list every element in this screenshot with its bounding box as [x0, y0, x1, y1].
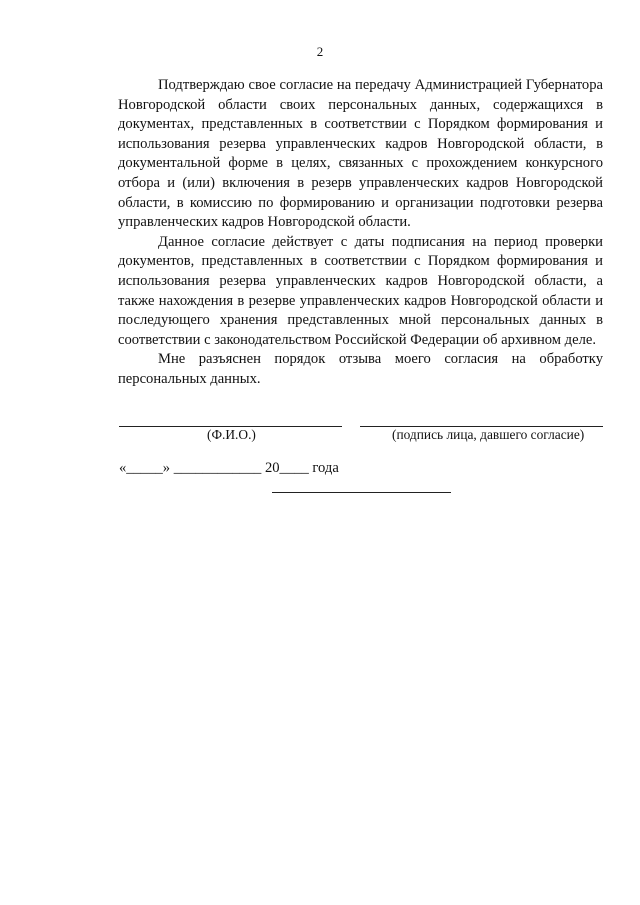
date-suffix: года: [312, 460, 339, 476]
signature-underline: [272, 492, 451, 493]
date-line: [119, 459, 339, 477]
date-month-blank: ____________: [173, 460, 262, 476]
fio-caption: (Ф.И.О.): [207, 427, 256, 442]
signature-caption: (подпись лица, давшего согласие): [392, 427, 585, 442]
consent-paragraph-revocation: Мне разъяснен порядок отзыва моего согласия на обработку персональных данных.: [118, 351, 603, 387]
date-day-blank: «_____»: [119, 460, 171, 476]
page-number: 2: [316, 44, 324, 59]
consent-paragraph-validity: Данное согласие действует с даты подписания на период проверки документов, представленных в соответствии с Порядком формирования и использования резерва управленческих кадров Новгородской области, а также нахождения в резерве управленческих кадров Новгородской области и последующего хранения представленных мной персональных данных в соответствии с законодательством Российской Федерации об архивном деле.: [118, 233, 603, 348]
consent-paragraph-transfer: Подтверждаю свое согласие на передачу Администрацией Губернатора Новгородской области своих персональных данных, содержащихся в документах, представленных в соответствии с Порядком формирования и использования резерва управленческих кадров Новгородской области, в документальной форме в целях, связанных с прохождением конкурсного отбора и (или) включения в резерв управленческих кадров Новгородской области, в комиссию по формированию и организации подготовки резерва управленческих кадров Новгородской области.: [118, 77, 603, 231]
date-year-blank: 20____: [264, 460, 309, 476]
consent-body: [118, 76, 603, 390]
